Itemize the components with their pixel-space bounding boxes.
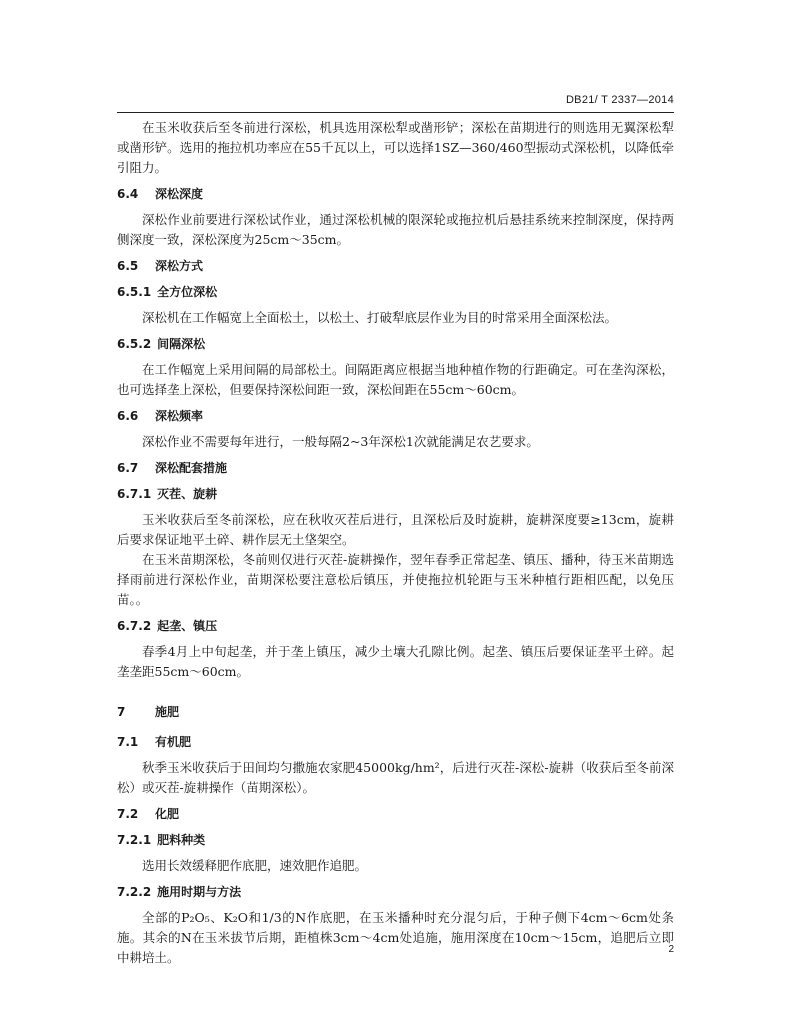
subsection-heading: 7.2.2 施用时期与方法 [117,885,242,899]
paragraph: 在工作幅宽上采用间隔的局部松土。间隔距离应根据当地种植作物的行距确定。可在垄沟深松，也可选择垄上深松，但要保持深松间距一致，深松间距在55cm～60cm。 [117,362,674,397]
section-heading: 6.4 深松深度 [117,187,204,201]
document-header: DB21/ T 2337—2014 [565,94,674,106]
subsection-heading: 7.2.1 肥料种类 [117,833,206,847]
paragraph: 选用长效缓释肥作底肥，速效肥作追肥。 [142,858,368,873]
chapter-heading: 7 施肥 [117,705,180,719]
section-heading: 7.2 化肥 [117,807,180,821]
section-heading: 7.1 有机肥 [117,735,192,749]
paragraph: 深松作业前要进行深松试作业，通过深松机械的限深轮或拖拉机后悬挂系统来控制深度，保持两侧深度一致，深松深度为25cm～35cm。 [117,212,674,247]
paragraph: 深松作业不需要每年进行，一般每隔2~3年深松1次就能满足农艺要求。 [142,434,539,449]
document-body [117,118,674,968]
subsection-heading: 6.5.2 间隔深松 [117,337,206,351]
paragraph: 玉米收获后至冬前深松，应在秋收灭茬后进行，且深松后及时旋耕，旋耕深度要≥13cm，旋耕后要求保证地平土碎、耕作层无土垡架空。 [117,512,674,547]
paragraph: 在玉米收获后至冬前进行深松，机具选用深松犁或凿形铲；深松在苗期进行的则选用无翼深松犁或凿形铲。选用的拖拉机功率应在55千瓦以上，可以选择1SZ—360/460型振动式深松机，以降低牵引阻力。 [117,120,674,175]
paragraph: 秋季玉米收获后于田间均匀撒施农家肥45000kg/hm²，后进行灭茬-深松-旋耕（收获后至冬前深松）或灭茬-旋耕操作（苗期深松）。 [117,760,674,795]
page-number: 2 [668,944,674,955]
section-heading: 6.6 深松频率 [117,409,204,423]
section-heading: 6.7 深松配套措施 [117,461,228,475]
header-rule [117,112,674,113]
subsection-heading: 6.7.2 起垄、镇压 [117,619,218,633]
paragraph: 春季4月上中旬起垄，并于垄上镇压，减少土壤大孔隙比例。起垄、镇压后要保证垄平土碎。起垄垄距55cm～60cm。 [117,644,674,679]
paragraph: 在玉米苗期深松，冬前则仅进行灭茬-旋耕操作，翌年春季正常起垄、镇压、播种，待玉米苗期选择雨前进行深松作业，苗期深松要注意松后镇压，并使拖拉机轮距与玉米种植行距相匹配，以免压苗。。 [117,552,674,607]
paragraph: 全部的P₂O₅、K₂O和1/3的N作底肥，在玉米播种时充分混匀后，于种子侧下4cm～6cm处条施。其余的N在玉米拔节后期，距植株3cm～4cm处追施，施用深度在10cm～15cm，追肥后立即中耕培土。 [117,910,674,965]
section-heading: 6.5 深松方式 [117,259,204,273]
subsection-heading: 6.7.1 灭茬、旋耕 [117,487,218,501]
subsection-heading: 6.5.1 全方位深松 [117,285,218,299]
paragraph: 深松机在工作幅宽上全面松土，以松土、打破犁底层作业为目的时常采用全面深松法。 [142,310,618,325]
